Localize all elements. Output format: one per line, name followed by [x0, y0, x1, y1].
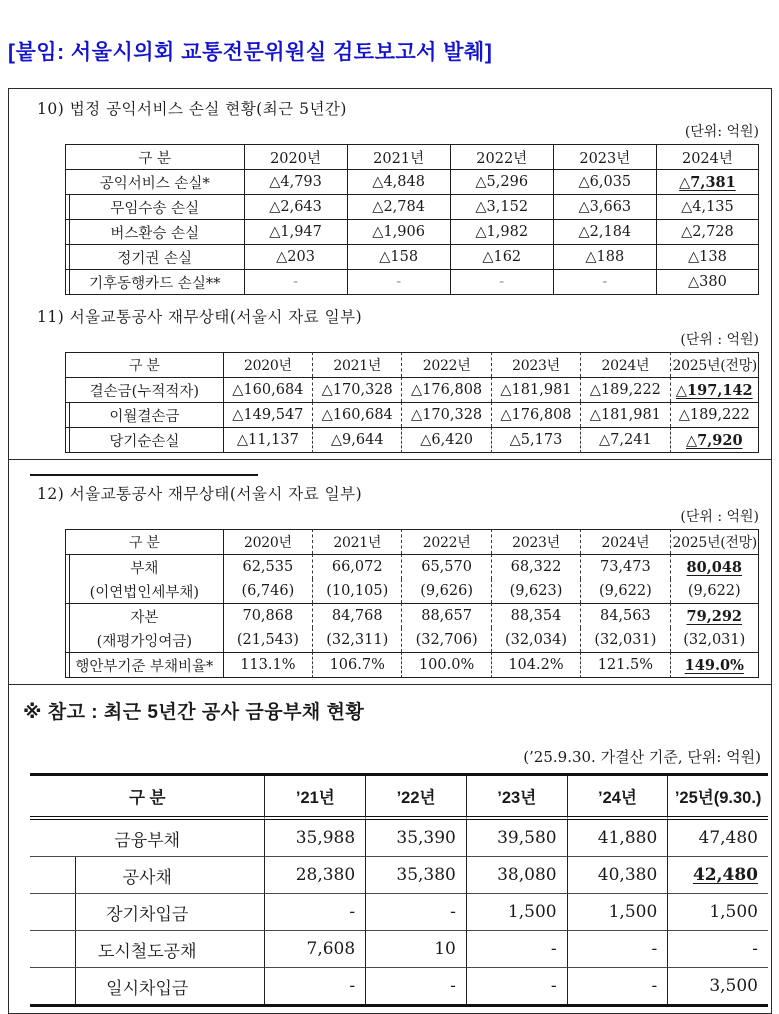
column-header: 2025년(전망): [670, 352, 759, 377]
value-cell: △189,222: [580, 377, 669, 402]
table-row: [65, 554, 759, 579]
value-cell: △160,684: [312, 402, 401, 427]
value-cell: 73,473: [580, 554, 669, 579]
value-cell: 1,500: [667, 893, 768, 930]
public-service-loss-table: [65, 144, 759, 295]
value-cell: △4,135: [656, 194, 759, 219]
value-cell: 84,768: [312, 603, 401, 628]
financial-debt-table: [30, 773, 768, 1007]
table-row: [65, 219, 759, 244]
table-row: [65, 377, 759, 402]
page-title: [붙임: 서울시의회 교통전문위원실 검토보고서 발췌]: [8, 41, 493, 64]
value-cell: 47,480: [667, 820, 768, 856]
column-header: 2023년: [553, 144, 656, 169]
table-row: [65, 579, 759, 603]
table-row: [30, 967, 768, 1004]
table-row: [65, 603, 759, 628]
reference-heading: ※ 참고 : 최근 5년간 공사 금융부채 현황: [23, 702, 365, 723]
row-label: 기후동행카드 손실**: [65, 269, 244, 295]
value-cell: △176,808: [491, 402, 580, 427]
value-cell: (9,623): [491, 579, 580, 603]
column-header: 2023년: [491, 529, 580, 554]
table-row: [30, 930, 768, 967]
value-cell: -: [567, 967, 668, 1004]
financial-state-table-12: [65, 529, 759, 678]
value-cell: △4,793: [244, 169, 347, 194]
value-cell: -: [667, 930, 768, 967]
underlined-value: 42,480: [692, 865, 758, 885]
value-cell: (32,706): [401, 628, 490, 652]
column-header: 2020년: [244, 144, 347, 169]
column-header: ’22년: [365, 776, 466, 820]
row-label: 장기차입금: [30, 893, 264, 930]
value-cell: 121.5%: [580, 652, 669, 678]
value-cell: (32,034): [491, 628, 580, 652]
value-cell: △5,296: [450, 169, 553, 194]
header-row: [65, 144, 759, 169]
column-header: 2022년: [401, 352, 490, 377]
value-cell: △2,184: [553, 219, 656, 244]
value-cell: △176,808: [401, 377, 490, 402]
value-cell: 38,080: [466, 856, 567, 893]
row-label: 이월결손금: [65, 402, 223, 427]
row-label: (이연법인세부채): [65, 579, 223, 603]
table-row: [65, 427, 759, 453]
value-cell: 35,380: [365, 856, 466, 893]
table-row: [65, 402, 759, 427]
value-cell: (32,311): [312, 628, 401, 652]
value-cell: △181,981: [491, 377, 580, 402]
row-label: 공익서비스 손실*: [65, 169, 244, 194]
value-cell: △3,152: [450, 194, 553, 219]
reference-caption: (’25.9.30. 가결산 기준, 단위: 억원): [523, 748, 761, 766]
value-cell: (10,105): [312, 579, 401, 603]
column-header: 2023년: [491, 352, 580, 377]
value-cell: △2,784: [347, 194, 450, 219]
row-label: 행안부기준 부채비율*: [65, 652, 223, 678]
table-row: [65, 244, 759, 269]
value-cell: 66,072: [312, 554, 401, 579]
value-cell: △3,663: [553, 194, 656, 219]
value-cell: △9,644: [312, 427, 401, 453]
row-label: 자본: [65, 603, 223, 628]
value-cell: 1,500: [466, 893, 567, 930]
underlined-value: 80,048: [686, 558, 743, 576]
value-cell: 106.7%: [312, 652, 401, 678]
column-header: 2024년: [656, 144, 759, 169]
value-cell: 35,988: [264, 820, 365, 856]
value-cell: (32,031): [670, 628, 759, 652]
header-row: [65, 529, 759, 554]
value-cell: -: [466, 967, 567, 1004]
section-10-heading: 10) 법정 공익서비스 손실 현황(최근 5년간): [37, 100, 347, 118]
column-header: 2021년: [312, 529, 401, 554]
value-cell: -: [450, 269, 553, 295]
value-cell: △5,173: [491, 427, 580, 453]
reference-box: [8, 685, 772, 1014]
value-cell: -: [264, 967, 365, 1004]
value-cell: (32,031): [580, 628, 669, 652]
value-cell: △160,684: [223, 377, 312, 402]
value-cell: -: [553, 269, 656, 295]
column-header: 2020년: [223, 352, 312, 377]
value-cell: △6,035: [553, 169, 656, 194]
value-cell: 100.0%: [401, 652, 490, 678]
row-label: (재평가잉여금): [65, 628, 223, 652]
column-header: 구 분: [65, 529, 223, 554]
section-12-unit: (단위 : 억원): [680, 509, 759, 525]
column-header: 구 분: [65, 352, 223, 377]
underlined-value: △197,142: [675, 381, 753, 399]
value-cell: △4,848: [347, 169, 450, 194]
row-label: 공사채: [30, 856, 264, 893]
value-cell: -: [466, 930, 567, 967]
value-cell: △1,982: [450, 219, 553, 244]
column-header: 2021년: [347, 144, 450, 169]
column-header: ’25년(9.30.): [667, 776, 768, 820]
value-cell: -: [264, 893, 365, 930]
row-label: 부채: [65, 554, 223, 579]
section-12-heading: 12) 서울교통공사 재무상태(서울시 자료 일부): [37, 485, 363, 503]
underlined-value: △7,920: [685, 431, 743, 449]
value-cell: △203: [244, 244, 347, 269]
section-11-heading: 11) 서울교통공사 재무상태(서울시 자료 일부): [37, 308, 363, 326]
value-cell: △2,643: [244, 194, 347, 219]
column-header: 2024년: [580, 352, 669, 377]
column-header: 구 분: [30, 776, 264, 820]
table-row: [30, 820, 768, 856]
value-cell: [656, 169, 759, 194]
table-row: [30, 856, 768, 893]
underlined-value: △7,381: [679, 173, 736, 191]
value-cell: [670, 652, 759, 678]
value-cell: 3,500: [667, 967, 768, 1004]
row-label: 금융부채: [114, 830, 181, 851]
column-header: ’23년: [466, 776, 567, 820]
value-cell: 62,535: [223, 554, 312, 579]
value-cell: △6,420: [401, 427, 490, 453]
value-cell: 41,880: [567, 820, 668, 856]
row-label: 무임수송 손실: [65, 194, 244, 219]
value-cell: -: [347, 269, 450, 295]
table-row: [65, 269, 759, 295]
value-cell: 40,380: [567, 856, 668, 893]
value-cell: 65,570: [401, 554, 490, 579]
column-header: 2020년: [223, 529, 312, 554]
value-cell: 88,354: [491, 603, 580, 628]
value-cell: 88,657: [401, 603, 490, 628]
column-header: 2022년: [401, 529, 490, 554]
section-10-unit: (단위: 억원): [684, 124, 759, 140]
section-11-unit: (단위 : 억원): [680, 332, 759, 348]
value-cell: 113.1%: [223, 652, 312, 678]
column-header: 2025년(전망): [670, 529, 759, 554]
row-label: 결손금(누적적자): [65, 377, 223, 402]
table-row: [65, 169, 759, 194]
header-row: [65, 352, 759, 377]
value-cell: 70,868: [223, 603, 312, 628]
value-cell: (9,622): [670, 579, 759, 603]
row-label: 버스환승 손실: [65, 219, 244, 244]
footnote-rule: [30, 474, 258, 476]
value-cell: -: [365, 893, 466, 930]
underlined-value: 149.0%: [684, 656, 744, 674]
value-cell: 104.2%: [491, 652, 580, 678]
value-cell: △170,328: [312, 377, 401, 402]
underlined-value: 79,292: [686, 607, 743, 625]
value-cell: △162: [450, 244, 553, 269]
value-cell: 84,563: [580, 603, 669, 628]
value-cell: [670, 427, 759, 453]
value-cell: -: [365, 967, 466, 1004]
value-cell: -: [567, 930, 668, 967]
table-row: [65, 628, 759, 652]
table-row: [30, 893, 768, 930]
value-cell: 39,580: [466, 820, 567, 856]
row-label: 정기권 손실: [65, 244, 244, 269]
section-12: [9, 482, 771, 678]
row-label: 도시철도공채: [30, 930, 264, 967]
value-cell: (9,622): [580, 579, 669, 603]
column-header: 구 분: [65, 144, 244, 169]
value-cell: △380: [656, 269, 759, 295]
column-header: 2022년: [450, 144, 553, 169]
value-cell: △189,222: [670, 402, 759, 427]
value-cell: 68,322: [491, 554, 580, 579]
financial-state-table-11: [65, 352, 759, 453]
value-cell: △11,137: [223, 427, 312, 453]
value-cell: △1,906: [347, 219, 450, 244]
value-cell: 28,380: [264, 856, 365, 893]
column-header: 2021년: [312, 352, 401, 377]
value-cell: △158: [347, 244, 450, 269]
value-cell: [670, 377, 759, 402]
value-cell: [670, 554, 759, 579]
column-header: ’21년: [264, 776, 365, 820]
section-box-12: [8, 460, 772, 685]
value-cell: △2,728: [656, 219, 759, 244]
value-cell: △188: [553, 244, 656, 269]
value-cell: [670, 603, 759, 628]
value-cell: △170,328: [401, 402, 490, 427]
section-10: [9, 97, 771, 295]
table-row: [65, 652, 759, 678]
table-row: [65, 194, 759, 219]
column-header: ’24년: [567, 776, 668, 820]
row-label: 일시차입금: [30, 967, 264, 1004]
value-cell: △7,241: [580, 427, 669, 453]
value-cell: 7,608: [264, 930, 365, 967]
value-cell: △1,947: [244, 219, 347, 244]
value-cell: △181,981: [580, 402, 669, 427]
value-cell: (9,626): [401, 579, 490, 603]
section-box-10-11: [8, 88, 772, 460]
section-11: [9, 305, 771, 453]
header-row: [30, 776, 768, 820]
value-cell: 35,390: [365, 820, 466, 856]
column-header: 2024년: [580, 529, 669, 554]
value-cell: 10: [365, 930, 466, 967]
row-label: 당기순손실: [65, 427, 223, 453]
value-cell: △149,547: [223, 402, 312, 427]
value-cell: (6,746): [223, 579, 312, 603]
value-cell: -: [244, 269, 347, 295]
value-cell: (21,543): [223, 628, 312, 652]
value-cell: △138: [656, 244, 759, 269]
value-cell: [667, 856, 768, 893]
value-cell: 1,500: [567, 893, 668, 930]
